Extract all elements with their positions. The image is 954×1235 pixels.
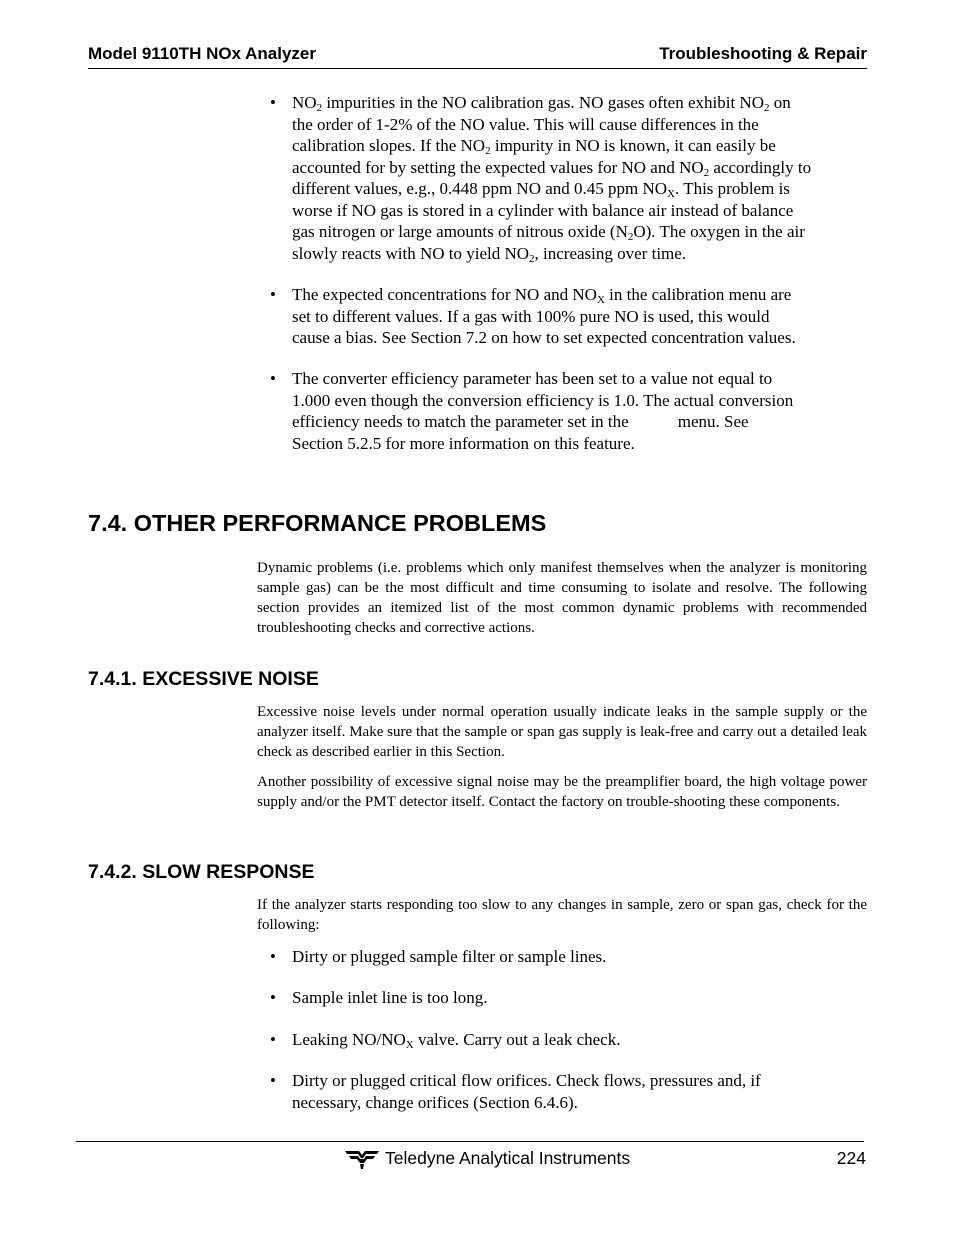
running-header	[88, 44, 867, 69]
bullet-no2-impurities	[270, 92, 870, 264]
bullet-line: accounted for by setting the expected values for NO and $NO_2$ accordingly to	[292, 157, 812, 179]
bullet-line: calibration slopes. If the $NO_2$ impurity in NO is known, it can easily be	[292, 136, 776, 157]
header-model: Model 9110TH NOx Analyzer	[88, 44, 317, 63]
footer-rule	[76, 1141, 864, 1142]
footer-brand	[345, 1148, 630, 1169]
bullet-dot: •	[270, 1030, 276, 1049]
bullet-line: Leaking $NO/NO_X$ valve. Carry out a leak check.	[292, 1030, 621, 1051]
footer-brand-text: Teledyne Analytical Instruments	[385, 1148, 631, 1168]
bullet-dot: •	[270, 285, 276, 304]
bullet-dot: •	[270, 947, 276, 966]
bullet-line: efficiency needs to match the parameter set in the menu. See	[292, 412, 749, 431]
bullet-dot: •	[270, 93, 276, 112]
teledyne-logo-icon	[345, 1149, 379, 1169]
bullet-line: Dirty or plugged critical flow orifices. Check flows, pressures and, if	[292, 1071, 761, 1090]
section-heading-7-4-2: 7.4.2. SLOW RESPONSE	[88, 861, 315, 883]
bullet-line: worse if NO gas is stored in a cylinder with balance air instead of balance	[292, 200, 794, 220]
bullet-line: The converter efficiency parameter has been set to a value not equal to	[292, 369, 773, 388]
bullet-line: Dirty or plugged sample filter or sample lines.	[292, 947, 607, 966]
section-heading-7-4-1: 7.4.1. EXCESSIVE NOISE	[88, 668, 319, 690]
section-7-4-1-paragraph-2: Another possibility of excessive signal noise may be the preamplifier board, the high voltage power supply and/or the PMT detector itself. Contact the factory on trouble-shooting these components.	[257, 774, 867, 810]
bullet-leaking-valve	[270, 1029, 870, 1051]
bullet-line: The expected concentrations for NO and $NO_X$ in the calibration menu are	[292, 285, 792, 306]
page-number: 224	[836, 1148, 866, 1168]
bullet-line: the order of 1-2% of the NO value. This will cause differences in the	[292, 114, 759, 134]
bullet-line: necessary, change orifices (Section 6.4.6).	[292, 1092, 578, 1112]
bullet-line: cause a bias. See Section 7.2 on how to set expected concentration values.	[292, 328, 796, 347]
bullet-inlet-line	[270, 987, 870, 1009]
bullet-line: Section 5.2.5 for more information on this feature.	[292, 433, 635, 453]
bullet-dot: •	[270, 988, 276, 1007]
bullet-dot: •	[270, 1071, 276, 1090]
header-chapter: Troubleshooting & Repair	[659, 44, 867, 63]
bullet-line: gas nitrogen or large amounts of nitrous oxide $(N_2O)$. The oxygen in the air	[292, 222, 805, 243]
section-7-4-1-paragraph-1: Excessive noise levels under normal operation usually indicate leaks in the sample supply or the analyzer itself. Make sure that the sample or span gas supply is leak-free and carry out a detailed leak check as described earlier in this Section.	[257, 704, 867, 760]
section-7-4-paragraph: Dynamic problems (i.e. problems which only manifest themselves when the analyzer is monitoring sample gas) can be the most difficult and time consuming to isolate and resolve. The following section provides an itemized list of the most common dynamic problems with recommended troubleshooting checks and corrective actions.	[257, 560, 867, 636]
bullet-flow-orifices	[270, 1070, 870, 1113]
bullet-line: 1.000 even though the conversion efficiency is 1.0. The actual conversion	[292, 390, 794, 410]
bullet-dirty-filter	[270, 946, 870, 968]
bullet-dot: •	[270, 369, 276, 388]
bullet-line: slowly reacts with NO to yield $NO_2$, increasing over time.	[292, 243, 687, 265]
bullet-line: $NO_2$ impurities in the NO calibration gas. NO gases often exhibit $NO_2$ on	[292, 93, 791, 114]
bullet-line: different values, e.g., 0.448 ppm NO and 0.45 ppm $NO_X$. This problem is	[292, 179, 790, 200]
section-heading-7-4: 7.4. OTHER PERFORMANCE PROBLEMS	[88, 510, 547, 536]
bullet-line: set to different values. If a gas with 100% pure NO is used, this would	[292, 306, 770, 326]
section-7-4-2-paragraph: If the analyzer starts responding too slow to any changes in sample, zero or span gas, check for the following:	[257, 897, 867, 933]
bullet-line: Sample inlet line is too long.	[292, 988, 488, 1007]
bullet-converter-efficiency	[270, 368, 870, 454]
bullet-expected-concentrations	[270, 284, 870, 349]
